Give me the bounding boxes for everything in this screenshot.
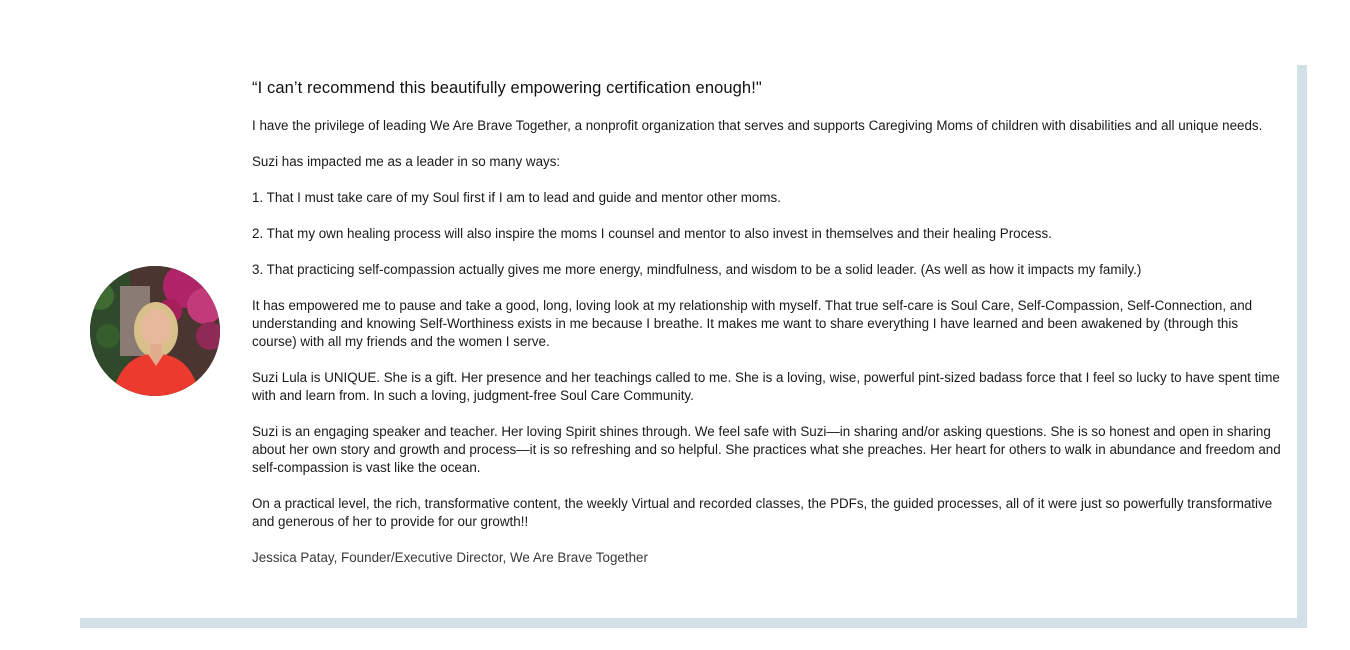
testimonial-paragraph-practical: On a practical level, the rich, transformative content, the weekly Virtual and recorded classes, the PDFs, the guided processes, all of it were just so powerfully transformative and generous of her to provide for our growth!! xyxy=(252,496,1273,529)
avatar xyxy=(90,266,220,396)
testimonial-paragraph-intro: I have the privilege of leading We Are Brave Together, a nonprofit organization that serves and supports Caregiving Moms of children with disabilities and all unique needs. xyxy=(252,118,1263,133)
testimonial-paragraph-impact: Suzi has impacted me as a leader in so many ways: xyxy=(252,154,561,169)
testimonial-paragraph-unique: Suzi Lula is UNIQUE. She is a gift. Her presence and her teachings called to me. She is a loving, wise, powerful pint-sized badass force that I feel so lucky to have spent time with and learn from. In such a loving, judgment-free Soul Care Community. xyxy=(252,370,1280,403)
testimonial-content xyxy=(252,77,1282,567)
testimonial-point-2: 2. That my own healing process will also inspire the moms I counsel and mentor to also invest in themselves and their healing Process. xyxy=(252,226,1052,241)
testimonial-paragraph-speaker: Suzi is an engaging speaker and teacher. Her loving Spirit shines through. We feel safe with Suzi—in sharing and/or asking questions. She is so honest and open in sharing about her own story and growth and process—it is so refreshing and so helpful. She practices what she preaches. Her heart for others to walk in abundance and freedom and self-compassion is vast like the ocean. xyxy=(252,424,1281,475)
testimonial-paragraph-empowered: It has empowered me to pause and take a good, long, loving look at my relationship with myself. That true self-care is Soul Care, Self-Compassion, Self-Connection, and understanding and knowing Self-Worthiness exists in me because I breathe. It makes me want to share everything I have learned and been awakened by (through this course) with all my friends and the women I serve. xyxy=(252,298,1253,349)
testimonial-point-3: 3. That practicing self-compassion actually gives me more energy, mindfulness, and wisdom to be a solid leader. (As well as how it impacts my family.) xyxy=(252,262,1142,277)
avatar-photo xyxy=(90,266,220,396)
testimonial-author: Jessica Patay, Founder/Executive Director, We Are Brave Together xyxy=(252,550,648,565)
testimonial-point-1: 1. That I must take care of my Soul first if I am to lead and guide and mentor other moms. xyxy=(252,190,781,205)
testimonial-headline: “I can’t recommend this beautifully empowering certification enough!" xyxy=(252,79,762,97)
